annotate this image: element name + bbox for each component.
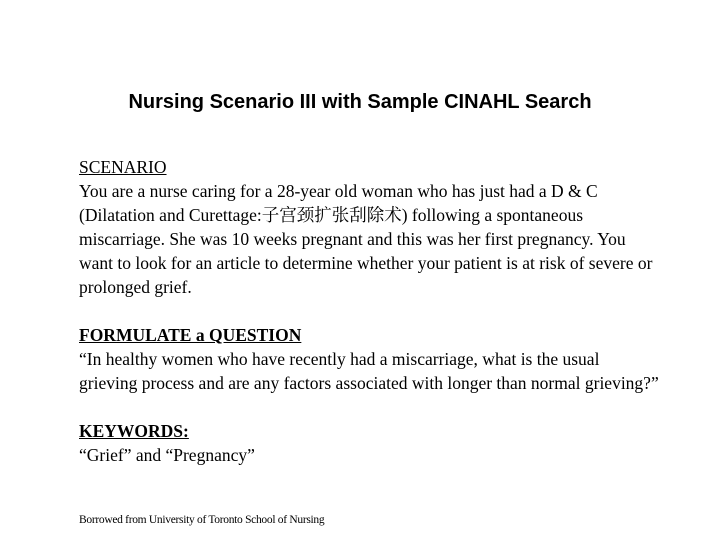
scenario-section [79,155,659,299]
keywords-text: “Grief” and “Pregnancy” [79,445,255,465]
footer-credit: Borrowed from University of Toronto School of Nursing [79,514,325,526]
scenario-text: You are a nurse caring for a 28-year old woman who has just had a D & C (Dilatation and Curettage:子宫颈扩张刮除术) following a spontaneous miscarriage. She was 10 weeks pregnant and this was her first pregnancy. You want to look for an article to determine whether your patient is at risk of severe or prolonged grief. [79,181,653,297]
scenario-heading: SCENARIO [79,157,167,177]
question-heading: FORMULATE a QUESTION [79,325,302,345]
keywords-section [79,419,659,467]
question-section [79,323,659,395]
keywords-heading: KEYWORDS: [79,421,189,441]
slide-content [79,155,659,491]
question-text: “In healthy women who have recently had a miscarriage, what is the usual grieving process and are any factors associated with longer than normal grieving?” [79,349,659,393]
slide-title: Nursing Scenario III with Sample CINAHL Search [128,91,592,113]
